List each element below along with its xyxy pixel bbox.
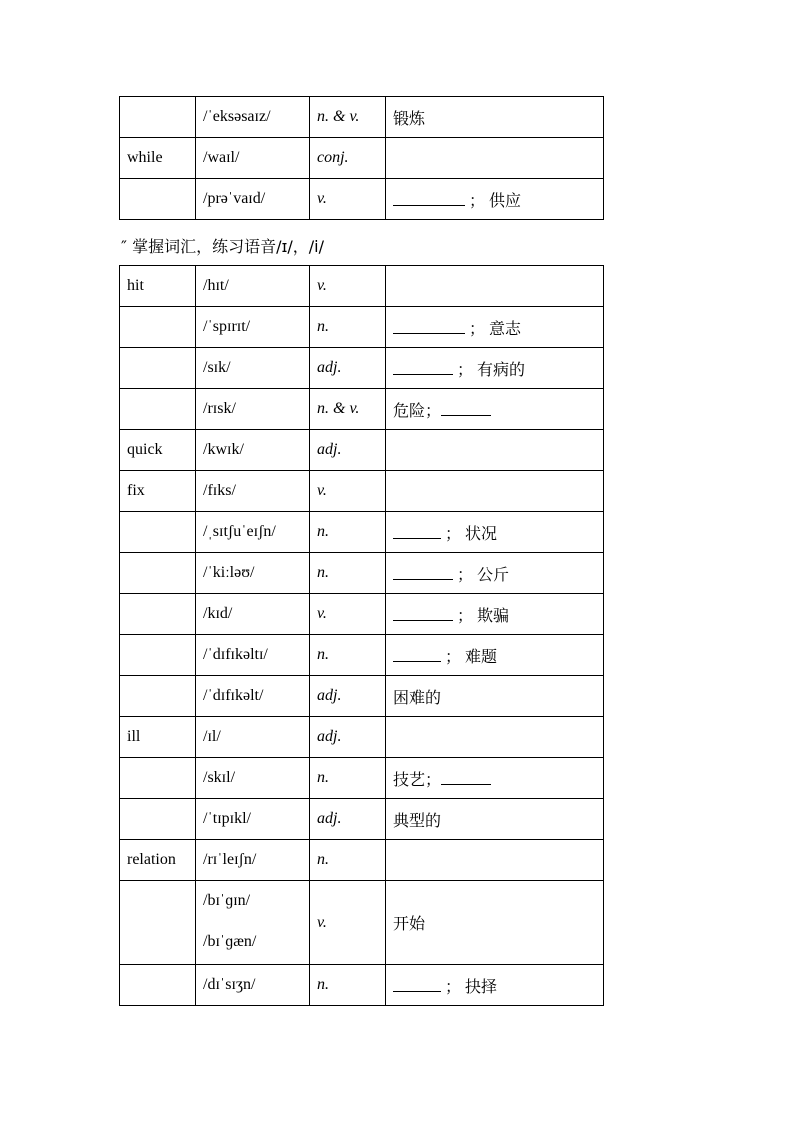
meaning-text: 有病的 (477, 359, 526, 379)
phonetic-cell: /ˈdɪfɪkəltɪ/ (196, 635, 310, 676)
answer-blank (393, 360, 453, 375)
word-cell (120, 389, 196, 430)
separator: ； (457, 605, 474, 625)
table-row (120, 965, 604, 1006)
meaning-cell (386, 97, 604, 138)
meaning-cell (386, 307, 604, 348)
table-row (120, 179, 604, 220)
word-cell (120, 965, 196, 1006)
word-cell (120, 97, 196, 138)
meaning-text: 锻炼 (393, 108, 426, 128)
word-cell: ill (120, 717, 196, 758)
word-cell (120, 512, 196, 553)
phonetic-cell: /kwɪk/ (196, 430, 310, 471)
part-of-speech-cell: n. (310, 307, 386, 348)
meaning-text: 典型的 (393, 810, 442, 830)
meaning-cell (386, 799, 604, 840)
table-row (120, 758, 604, 799)
part-of-speech-cell: n. (310, 965, 386, 1006)
meaning-cell (386, 179, 604, 220)
part-of-speech-cell: v. (310, 881, 386, 965)
phonetic-cell: /ˈeksəsaɪz/ (196, 97, 310, 138)
meaning-cell (386, 138, 604, 179)
table-row (120, 717, 604, 758)
phonetic-cell (196, 881, 310, 965)
table-row (120, 430, 604, 471)
part-of-speech-cell: n. (310, 758, 386, 799)
meaning-text: 难题 (465, 646, 498, 666)
table-row (120, 799, 604, 840)
word-cell: hit (120, 266, 196, 307)
meaning-text: 开始 (393, 914, 426, 933)
separator: ； (445, 523, 462, 543)
meaning-cell (386, 758, 604, 799)
answer-blank (393, 977, 441, 992)
meaning-cell (386, 266, 604, 307)
table-row (120, 138, 604, 179)
phonetic-cell: /ɪl/ (196, 717, 310, 758)
part-of-speech-cell: v. (310, 471, 386, 512)
separator: ； (457, 564, 474, 584)
separator: ； (469, 318, 486, 338)
phonetic-cell: /rɪsk/ (196, 389, 310, 430)
phonetic-cell: /skɪl/ (196, 758, 310, 799)
phonetic-cell: /rɪˈleɪʃn/ (196, 840, 310, 881)
part-of-speech-cell: v. (310, 266, 386, 307)
table-row (120, 512, 604, 553)
part-of-speech-cell: adj. (310, 717, 386, 758)
word-cell (120, 348, 196, 389)
vocab-table-2 (119, 265, 604, 1006)
word-cell (120, 307, 196, 348)
meaning-cell (386, 635, 604, 676)
table-row (120, 594, 604, 635)
separator: ； (445, 646, 462, 666)
separator: ； (457, 359, 474, 379)
meaning-cell (386, 512, 604, 553)
meaning-text: 抉择 (465, 976, 498, 996)
meaning-cell (386, 389, 604, 430)
part-of-speech-cell: adj. (310, 799, 386, 840)
answer-blank (441, 770, 491, 785)
word-cell (120, 635, 196, 676)
phonetic-cell: /prəˈvaɪd/ (196, 179, 310, 220)
separator: ； (469, 190, 486, 210)
word-cell: fix (120, 471, 196, 512)
answer-blank (393, 565, 453, 580)
meaning-text: 技艺； (393, 769, 442, 789)
meaning-cell (386, 553, 604, 594)
meaning-cell (386, 717, 604, 758)
part-of-speech-cell: n. & v. (310, 389, 386, 430)
meaning-text: 欺骗 (477, 605, 510, 625)
part-of-speech-cell: n. (310, 553, 386, 594)
part-of-speech-cell: n. (310, 840, 386, 881)
word-cell (120, 179, 196, 220)
separator: ； (445, 976, 462, 996)
table-row (120, 553, 604, 594)
meaning-text: 公斤 (477, 564, 510, 584)
meaning-cell (386, 594, 604, 635)
phonetic-line: /bɪˈɡæn/ (203, 932, 257, 950)
word-cell (120, 758, 196, 799)
word-cell (120, 881, 196, 965)
phonetic-cell: /waɪl/ (196, 138, 310, 179)
phonetic-cell: /ˈdɪfɪkəlt/ (196, 676, 310, 717)
phonetic-cell: /fɪks/ (196, 471, 310, 512)
meaning-cell (386, 881, 604, 965)
phonetic-line: /bɪˈɡɪn/ (203, 891, 251, 909)
table-row (120, 840, 604, 881)
meaning-cell (386, 965, 604, 1006)
phonetic-cell: /ˈkiːləʊ/ (196, 553, 310, 594)
part-of-speech-cell: n. (310, 635, 386, 676)
phonetic-cell: /hɪt/ (196, 266, 310, 307)
table-row (120, 881, 604, 965)
phonetic-cell: /dɪˈsɪʒn/ (196, 965, 310, 1006)
part-of-speech-cell: adj. (310, 348, 386, 389)
section-heading: ″ 掌握词汇，练习语音/ɪ/，/i/ (121, 237, 325, 256)
phonetic-cell: /sɪk/ (196, 348, 310, 389)
table-row (120, 97, 604, 138)
part-of-speech-cell: adj. (310, 430, 386, 471)
part-of-speech-cell: conj. (310, 138, 386, 179)
meaning-text: 意志 (489, 318, 522, 338)
answer-blank (393, 524, 441, 539)
word-cell (120, 553, 196, 594)
part-of-speech-cell: v. (310, 179, 386, 220)
meaning-cell (386, 471, 604, 512)
phonetic-cell: /kɪd/ (196, 594, 310, 635)
meaning-cell (386, 840, 604, 881)
word-cell: quick (120, 430, 196, 471)
answer-blank (393, 319, 465, 334)
answer-blank (393, 647, 441, 662)
meaning-text: 困难的 (393, 687, 442, 707)
word-cell: while (120, 138, 196, 179)
answer-blank (393, 606, 453, 621)
table-row (120, 471, 604, 512)
part-of-speech-cell: v. (310, 594, 386, 635)
part-of-speech-cell: adj. (310, 676, 386, 717)
answer-blank (441, 401, 491, 416)
table-row (120, 266, 604, 307)
phonetic-cell: /ˈtɪpɪkl/ (196, 799, 310, 840)
meaning-cell (386, 348, 604, 389)
table-row (120, 307, 604, 348)
table-row (120, 676, 604, 717)
meaning-text: 危险； (393, 400, 442, 420)
meaning-cell (386, 676, 604, 717)
phonetic-cell: /ˈspɪrɪt/ (196, 307, 310, 348)
table-row (120, 389, 604, 430)
vocab-table-1 (119, 96, 604, 220)
word-cell (120, 676, 196, 717)
meaning-cell (386, 430, 604, 471)
answer-blank (393, 191, 465, 206)
table-row (120, 635, 604, 676)
phonetic-cell: /ˌsɪtʃuˈeɪʃn/ (196, 512, 310, 553)
meaning-text: 供应 (489, 190, 522, 210)
part-of-speech-cell: n. & v. (310, 97, 386, 138)
word-cell (120, 799, 196, 840)
word-cell: relation (120, 840, 196, 881)
part-of-speech-cell: n. (310, 512, 386, 553)
word-cell (120, 594, 196, 635)
table-row (120, 348, 604, 389)
meaning-text: 状况 (465, 523, 498, 543)
